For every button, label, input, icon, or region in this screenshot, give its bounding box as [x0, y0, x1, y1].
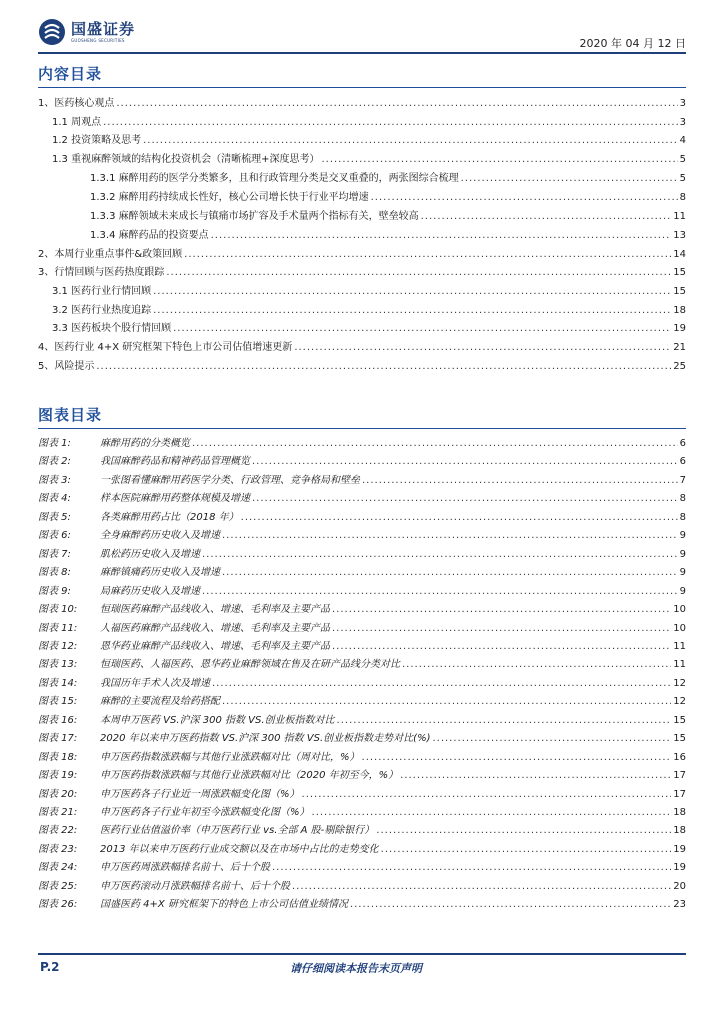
- leader-dots: [321, 153, 677, 167]
- toc-entry-title: 1.3 重视麻醉领域的结构化投资机会（清晰梳理+深度思考）: [52, 154, 320, 165]
- figure-title: 麻醉镇痛药历史收入及增速: [100, 567, 220, 578]
- figure-title: 申万医药滚动月涨跌幅排名前十、后十个股: [100, 881, 290, 892]
- figure-title: 恒瑞医药麻醉产品线收入、增速、毛利率及主要产品: [100, 604, 330, 615]
- toc-entry[interactable]: [90, 191, 686, 205]
- figure-page: 15: [673, 715, 686, 726]
- toc-entry-title: 1.1 周观点: [52, 117, 102, 128]
- figure-entry[interactable]: [38, 880, 686, 894]
- toc-entry[interactable]: [38, 248, 686, 262]
- figure-title: 国盛医药 4+X 研究框架下的特色上市公司估值业绩情况: [100, 899, 348, 910]
- leader-dots: [400, 769, 671, 783]
- figure-title: 申万医药指数涨跌幅与其他行业涨跌幅对比（周对比，%）: [100, 752, 360, 763]
- figure-entry[interactable]: [38, 603, 686, 617]
- leader-dots: [222, 695, 671, 709]
- toc-entry-title: 1.2 投资策略及思考: [52, 135, 142, 146]
- leader-dots: [173, 322, 671, 336]
- figure-page: 12: [673, 696, 686, 707]
- figure-page: 16: [673, 752, 686, 763]
- figure-title: 一张图看懂麻醉用药医学分类、行政管理、竞争格局和壁垒: [100, 475, 360, 486]
- figure-page: 17: [673, 770, 686, 781]
- figure-page: 18: [673, 825, 686, 836]
- figure-number: 图表 17:: [38, 733, 78, 744]
- toc-entry-page: 11: [673, 211, 686, 222]
- leader-dots: [432, 732, 671, 746]
- figure-number: 图表 16:: [38, 715, 78, 726]
- leader-dots: [212, 677, 671, 691]
- leader-dots: [421, 210, 672, 224]
- figure-entry[interactable]: [38, 732, 686, 746]
- figure-title: 麻醉的主要流程及给药搭配: [100, 696, 220, 707]
- figure-title: 2013 年以来申万医药行业成交额以及在市场中占比的走势变化: [100, 844, 379, 855]
- toc-entry-page: 8: [679, 192, 686, 203]
- figure-title: 申万医药指数涨跌幅与其他行业涨跌幅对比（2020 年初至今，%）: [100, 770, 399, 781]
- figure-entry[interactable]: [38, 861, 686, 875]
- toc-entry-title: 2、本周行业重点事件&政策回顾: [38, 249, 183, 260]
- figure-page: 10: [673, 604, 686, 615]
- figure-title: 申万医药周涨跌幅排名前十、后十个股: [100, 862, 270, 873]
- toc-entry-page: 25: [673, 361, 686, 372]
- toc-entry[interactable]: [52, 116, 686, 130]
- toc-entry-page: 4: [679, 135, 686, 146]
- figure-entry[interactable]: [38, 622, 686, 636]
- leader-dots: [211, 229, 672, 243]
- figure-page: 10: [673, 623, 686, 634]
- figure-page: 7: [679, 475, 686, 486]
- figure-page: 9: [679, 567, 686, 578]
- leader-dots: [292, 880, 671, 894]
- figure-number: 图表 25:: [38, 881, 78, 892]
- leader-dots: [461, 172, 678, 186]
- toc-entry[interactable]: [52, 322, 686, 336]
- leader-dots: [362, 474, 678, 488]
- figure-title: 肌松药历史收入及增速: [100, 549, 200, 560]
- figure-title: 申万医药各子行业近一周涨跌幅变化图（%）: [100, 789, 300, 800]
- leader-dots: [241, 511, 678, 525]
- leader-dots: [402, 658, 671, 672]
- figure-page: 8: [679, 493, 686, 504]
- figure-number: 图表 2:: [38, 456, 71, 467]
- toc-entry-title: 3、行情回顾与医药热度跟踪: [38, 267, 165, 278]
- figure-page: 8: [679, 512, 686, 523]
- leader-dots: [294, 341, 671, 355]
- toc-entry-title: 3.1 医药行业行情回顾: [52, 286, 152, 297]
- toc-entry[interactable]: [90, 172, 686, 186]
- company-logo: [38, 18, 135, 46]
- header-divider: [38, 52, 686, 54]
- leader-dots: [332, 603, 671, 617]
- figure-number: 图表 15:: [38, 696, 78, 707]
- figure-title: 全身麻醉药历史收入及增速: [100, 530, 220, 541]
- figure-entry[interactable]: [38, 437, 686, 451]
- figure-entry[interactable]: [38, 824, 686, 838]
- figure-number: 图表 6:: [38, 530, 71, 541]
- toc-entry[interactable]: [52, 134, 686, 148]
- leader-dots: [222, 529, 678, 543]
- figure-number: 图表 23:: [38, 844, 78, 855]
- figure-number: 图表 9:: [38, 586, 71, 597]
- toc-entry[interactable]: [90, 210, 686, 224]
- toc-entry-page: 21: [673, 342, 686, 353]
- figures-title-divider: [38, 428, 686, 429]
- figure-number: 图表 1:: [38, 438, 71, 449]
- figure-entry[interactable]: [38, 455, 686, 469]
- figure-page: 9: [679, 530, 686, 541]
- figure-page: 11: [673, 641, 686, 652]
- figure-number: 图表 8:: [38, 567, 71, 578]
- figure-page: 9: [679, 586, 686, 597]
- footer-divider: [38, 953, 686, 955]
- figure-entry[interactable]: [38, 548, 686, 562]
- figure-entry[interactable]: [38, 769, 686, 783]
- figure-title: 我国麻醉药品和精神药品管理概览: [100, 456, 250, 467]
- toc-entry-page: 3: [679, 117, 686, 128]
- toc-entry-title: 1.3.2 麻醉用药持续成长性好，核心公司增长快于行业平均增速: [90, 192, 369, 203]
- toc-entry-page: 5: [679, 173, 686, 184]
- figure-page: 6: [679, 438, 686, 449]
- toc-entry[interactable]: [38, 360, 686, 374]
- leader-dots: [381, 843, 672, 857]
- figure-page: 19: [673, 844, 686, 855]
- toc-entry-page: 15: [673, 267, 686, 278]
- figure-number: 图表 11:: [38, 623, 78, 634]
- figure-entry[interactable]: [38, 695, 686, 709]
- toc-entry[interactable]: [38, 266, 686, 280]
- toc-entry-title: 5、风险提示: [38, 361, 95, 372]
- toc-entry-page: 15: [673, 286, 686, 297]
- figure-entry[interactable]: [38, 529, 686, 543]
- figure-page: 20: [673, 881, 686, 892]
- toc-entry-page: 19: [673, 323, 686, 334]
- toc-title-divider: [38, 87, 686, 88]
- figure-number: 图表 7:: [38, 549, 71, 560]
- figure-number: 图表 21:: [38, 807, 78, 818]
- figure-page: 23: [673, 899, 686, 910]
- figure-number: 图表 26:: [38, 899, 78, 910]
- figure-page: 15: [673, 733, 686, 744]
- company-logo-icon: [38, 18, 66, 46]
- figure-page: 12: [673, 678, 686, 689]
- toc-entry[interactable]: [52, 304, 686, 318]
- figure-entry[interactable]: [38, 806, 686, 820]
- figure-title: 2020 年以来申万医药指数 VS.沪深 300 指数 VS.创业板指数走势对比(%): [100, 733, 431, 744]
- leader-dots: [302, 788, 672, 802]
- figures-title: 图表目录: [38, 406, 103, 424]
- leader-dots: [166, 266, 671, 280]
- leader-dots: [143, 134, 678, 148]
- figure-number: 图表 14:: [38, 678, 78, 689]
- leader-dots: [153, 285, 671, 299]
- toc-entry[interactable]: [38, 97, 686, 111]
- leader-dots: [184, 248, 671, 262]
- figure-title: 医药行业估值溢价率（申万医药行业 vs.全部 A 股-剔除银行）: [100, 825, 375, 836]
- leader-dots: [222, 566, 678, 580]
- disclaimer-note: 请仔细阅读本报告末页声明: [290, 962, 422, 975]
- figure-entry[interactable]: [38, 658, 686, 672]
- leader-dots: [332, 640, 671, 654]
- toc-entry[interactable]: [38, 341, 686, 355]
- leader-dots: [116, 97, 677, 111]
- toc-entry[interactable]: [52, 153, 686, 167]
- toc-entry-page: 18: [673, 305, 686, 316]
- leader-dots: [202, 585, 678, 599]
- toc-entry-title: 3.3 医药板块个股行情回顾: [52, 323, 172, 334]
- figure-entry[interactable]: [38, 751, 686, 765]
- figure-entry[interactable]: [38, 511, 686, 525]
- page-number: P.2: [40, 960, 60, 974]
- leader-dots: [312, 806, 672, 820]
- leader-dots: [362, 751, 672, 765]
- report-date: 2020 年 04 月 12 日: [579, 37, 686, 50]
- figure-number: 图表 10:: [38, 604, 78, 615]
- figure-title: 恒瑞医药、人福医药、恩华药业麻醉领域在售及在研产品线分类对比: [100, 659, 400, 670]
- figure-title: 申万医药各子行业年初至今涨跌幅变化图（%）: [100, 807, 310, 818]
- figure-number: 图表 4:: [38, 493, 71, 504]
- figure-page: 6: [679, 456, 686, 467]
- figure-page: 9: [679, 549, 686, 560]
- leader-dots: [272, 861, 671, 875]
- leader-dots: [252, 455, 678, 469]
- toc-entry-title: 3.2 医药行业热度追踪: [52, 305, 152, 316]
- toc-entry-page: 13: [673, 230, 686, 241]
- logo-name-en: GUOSHENG SECURITIES: [71, 37, 125, 43]
- figure-page: 19: [673, 862, 686, 873]
- figure-title: 人福医药麻醉产品线收入、增速、毛利率及主要产品: [100, 623, 330, 634]
- leader-dots: [96, 360, 671, 374]
- toc-entry-title: 4、医药行业 4+X 研究框架下特色上市公司估值增速更新: [38, 342, 293, 353]
- figure-title: 本周申万医药 VS.沪深 300 指数 VS.创业板指数对比: [100, 715, 335, 726]
- figure-title: 各类麻醉用药占比（2018 年）: [100, 512, 239, 523]
- toc-entry-title: 1.3.1 麻醉用药的医学分类繁多，且和行政管理分类是交叉重叠的，两张图综合梳理: [90, 173, 459, 184]
- figure-title: 我国历年手术人次及增速: [100, 678, 210, 689]
- figure-number: 图表 22:: [38, 825, 78, 836]
- figure-entry[interactable]: [38, 492, 686, 506]
- figure-entry[interactable]: [38, 788, 686, 802]
- figure-entry[interactable]: [38, 677, 686, 691]
- leader-dots: [192, 437, 678, 451]
- leader-dots: [252, 492, 678, 506]
- toc-entry-title: 1.3.3 麻醉领域未来成长与镇痛市场扩容及手术量两个指标有关，壁垒较高: [90, 211, 419, 222]
- logo-name-cn: 国盛证券: [71, 19, 136, 38]
- toc-entry[interactable]: [90, 229, 686, 243]
- figure-page: 17: [673, 789, 686, 800]
- figure-title: 局麻药历史收入及增速: [100, 586, 200, 597]
- figure-entry[interactable]: [38, 843, 686, 857]
- leader-dots: [376, 824, 671, 838]
- toc-entry-title: 1.3.4 麻醉药品的投资要点: [90, 230, 209, 241]
- figure-number: 图表 24:: [38, 862, 78, 873]
- figure-entry[interactable]: [38, 474, 686, 488]
- leader-dots: [103, 116, 678, 130]
- leader-dots: [350, 898, 671, 912]
- toc-entry-title: 1、医药核心观点: [38, 98, 115, 109]
- toc-entry-page: 3: [679, 98, 686, 109]
- leader-dots: [202, 548, 678, 562]
- figure-title: 样本医院麻醉用药整体规模及增速: [100, 493, 250, 504]
- figure-entry[interactable]: [38, 714, 686, 728]
- toc-entry-page: 14: [673, 249, 686, 260]
- figure-number: 图表 13:: [38, 659, 78, 670]
- figure-number: 图表 19:: [38, 770, 78, 781]
- leader-dots: [153, 304, 671, 318]
- page-header: [38, 18, 686, 52]
- figure-entry[interactable]: [38, 640, 686, 654]
- figure-number: 图表 20:: [38, 789, 78, 800]
- figure-entry[interactable]: [38, 566, 686, 580]
- figure-number: 图表 12:: [38, 641, 78, 652]
- leader-dots: [371, 191, 678, 205]
- figure-number: 图表 5:: [38, 512, 71, 523]
- figure-title: 恩华药业麻醉产品线收入、增速、毛利率及主要产品: [100, 641, 330, 652]
- toc-entry-page: 5: [679, 154, 686, 165]
- figure-page: 11: [673, 659, 686, 670]
- figure-entry[interactable]: [38, 898, 686, 912]
- leader-dots: [332, 622, 671, 636]
- figure-number: 图表 18:: [38, 752, 78, 763]
- figure-page: 18: [673, 807, 686, 818]
- toc-title: 内容目录: [38, 65, 103, 83]
- figure-title: 麻醉用药的分类概览: [100, 438, 190, 449]
- figure-entry[interactable]: [38, 585, 686, 599]
- figure-number: 图表 3:: [38, 475, 71, 486]
- leader-dots: [337, 714, 672, 728]
- toc-entry[interactable]: [52, 285, 686, 299]
